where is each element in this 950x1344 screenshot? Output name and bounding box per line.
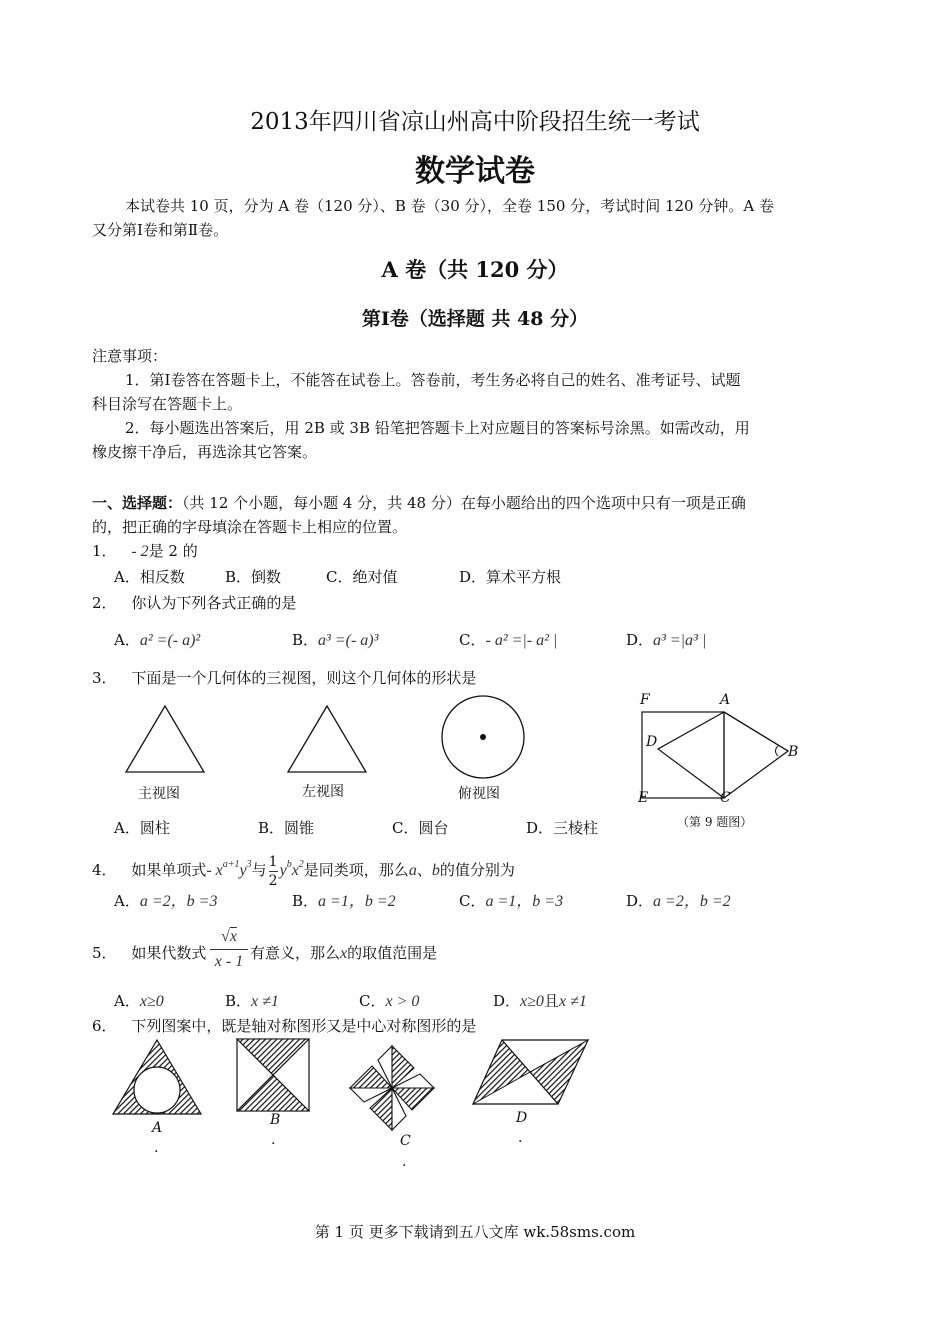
pattern-b-label: B xyxy=(270,1112,281,1128)
pattern-c-pinwheel xyxy=(344,1040,440,1136)
exam-subtitle: 数学试卷 xyxy=(415,154,535,189)
q4-number: 4． xyxy=(92,861,117,879)
q4-mid: 与 xyxy=(251,861,267,879)
q2-text: 你认为下列各式正确的是 xyxy=(131,594,297,612)
choice-heading: 一、选择题： xyxy=(92,494,183,512)
exam-title: 2013年四川省凉山州高中阶段招生统一考试 xyxy=(250,109,700,135)
pattern-c-dot: . xyxy=(402,1154,407,1170)
q5-pre: 如果代数式 xyxy=(131,944,207,962)
side-view-triangle xyxy=(282,700,372,778)
q5-post: 有意义，那么x的取值范围是 xyxy=(250,944,438,962)
choice-desc-2: 的，把正确的字母填涂在答题卡上相应的位置。 xyxy=(92,518,408,536)
fig9-label-d: D xyxy=(646,734,658,750)
figure-9-diagram xyxy=(636,704,799,804)
side-view-label: 左视图 xyxy=(302,784,344,800)
page-footer: 第 1 页 更多下载请到五八文库 wk.58sms.com xyxy=(314,1223,636,1241)
q4-option-a: A．a =2，b =3 xyxy=(114,892,218,910)
note-1b: 科目涂写在答题卡上。 xyxy=(92,395,243,413)
q4-option-c: C．a =1，b =3 xyxy=(459,892,564,910)
q6-text: 下列图案中，既是轴对称图形又是中心对称图形的是 xyxy=(131,1017,477,1035)
q3-stem xyxy=(92,665,476,691)
q2-option-b: B．a³ =(- a)³ xyxy=(292,631,379,649)
pattern-a-label: A xyxy=(152,1120,163,1136)
q2-b-expr: a³ =(- a)³ xyxy=(318,632,379,649)
q3-option-d: D．三棱柱 xyxy=(526,819,599,837)
q4-pre: 如果单项式 xyxy=(131,861,207,879)
fig9-label-f: F xyxy=(640,692,650,708)
fig9-label-b: B xyxy=(788,744,799,760)
choice-desc-1: （共 12 个小题，每小题 4 分，共 48 分）在每小题给出的四个选项中只有一项是正确 xyxy=(182,494,746,512)
q5-option-d: D．x≥0且x ≠1 xyxy=(493,992,587,1010)
q2-a-expr: a² =(- a)² xyxy=(139,632,201,649)
pattern-a-triangle-circle xyxy=(110,1036,204,1118)
choice-intro xyxy=(92,490,746,516)
pattern-b-square xyxy=(234,1036,312,1114)
q1-option-d: D．算术平方根 xyxy=(459,568,562,586)
q5-numerator: √x xyxy=(210,925,248,950)
fig9-label-a: A xyxy=(720,692,731,708)
top-view-label: 俯视图 xyxy=(458,786,500,802)
q5-fraction xyxy=(210,925,248,974)
front-view-triangle xyxy=(120,700,210,778)
intro-line-2: 又分第Ⅰ卷和第Ⅱ卷。 xyxy=(92,221,229,239)
q2-option-a: A．a² =(- a)² xyxy=(114,631,201,649)
q5-denominator: x - 1 xyxy=(214,953,244,970)
q3-option-b: B．圆锥 xyxy=(258,819,315,837)
q5-option-a: A．x≥0 xyxy=(114,992,164,1010)
q3-number: 3． xyxy=(92,669,117,687)
q1-option-a: A．相反数 xyxy=(114,568,185,586)
q4-stem: 4． 如果单项式- $x^{a+1}y^3$与 $\frac{1}{2}$ $y^bx^2$是同类项，那么a、b的值分别为 xyxy=(92,853,515,889)
q4-post: 是同类项，那么 xyxy=(303,861,409,879)
q2-number: 2． xyxy=(92,594,117,612)
q1-option-c: C．绝对值 xyxy=(326,568,398,586)
q6-number: 6． xyxy=(92,1017,117,1035)
q5-number: 5． xyxy=(92,944,117,962)
q2-option-d: D．a³ =|a³ | xyxy=(626,631,707,649)
intro-line-1: 本试卷共 10 页，分为 A 卷（120 分）、B 卷（30 分），全卷 150 分，考试时间 120 分钟。A 卷 xyxy=(125,197,774,215)
notes-heading: 注意事项： xyxy=(92,347,168,365)
q4-option-b: B．a =1，b =2 xyxy=(292,892,396,910)
q3-text: 下面是一个几何体的三视图，则这个几何体的形状是 xyxy=(131,669,477,687)
q4-fraction: $\frac{1}{2}$ xyxy=(268,853,278,889)
q5-option-b: B．x ≠1 xyxy=(225,992,279,1010)
q2-c-expr: - a² =|- a² | xyxy=(485,632,558,649)
q1-number: 1． xyxy=(92,542,117,560)
section-a-heading: A 卷（共 120 分） xyxy=(381,257,569,282)
q1-option-b: B．倒数 xyxy=(225,568,282,586)
q4-term1: - $x^{a+1}y^3$ xyxy=(206,859,252,879)
fig9-label-e: E xyxy=(638,790,649,806)
q5-option-c: C．x > 0 xyxy=(359,992,420,1010)
part1-heading: 第Ⅰ卷（选择题 共 48 分） xyxy=(361,308,589,330)
note-2a: 2．每小题选出答案后，用 2B 或 3B 铅笔把答题卡上对应题目的答案标号涂黑。如需改动，用 xyxy=(125,419,750,437)
q1-expr: - 2 xyxy=(131,543,149,560)
pattern-d-label: D xyxy=(516,1110,528,1126)
q3-option-a: A．圆柱 xyxy=(114,819,170,837)
front-view-label: 主视图 xyxy=(138,786,180,802)
pattern-a-dot: . xyxy=(154,1140,159,1156)
q4-option-d: D．a =2，b =2 xyxy=(626,892,731,910)
fig9-label-c: C xyxy=(720,790,731,806)
q4-term2: $y^bx^2$ xyxy=(279,859,304,879)
pattern-c-label: C xyxy=(400,1133,411,1149)
top-view-circle xyxy=(436,692,530,786)
note-2b: 橡皮擦干净后，再选涂其它答案。 xyxy=(92,443,318,461)
fig9-caption: （第 9 题图） xyxy=(677,815,753,829)
q1-stem xyxy=(92,538,198,565)
pattern-d-parallelogram xyxy=(470,1036,592,1108)
q2-d-expr: a³ =|a³ | xyxy=(653,632,707,649)
q3-option-c: C．圆台 xyxy=(392,819,449,837)
pattern-b-dot: . xyxy=(271,1132,276,1148)
q1-text: 是 2 的 xyxy=(148,542,198,560)
note-1a: 1．第Ⅰ卷答在答题卡上，不能答在试卷上。答卷前，考生务必将自己的姓名、准考证号、试题 xyxy=(125,371,741,389)
pattern-d-dot: . xyxy=(518,1130,523,1146)
q2-option-c: C．- a² =|- a² | xyxy=(459,631,558,649)
q2-stem xyxy=(92,590,296,616)
q4-end: 的值分别为 xyxy=(439,861,515,879)
q5-stem xyxy=(92,940,206,966)
